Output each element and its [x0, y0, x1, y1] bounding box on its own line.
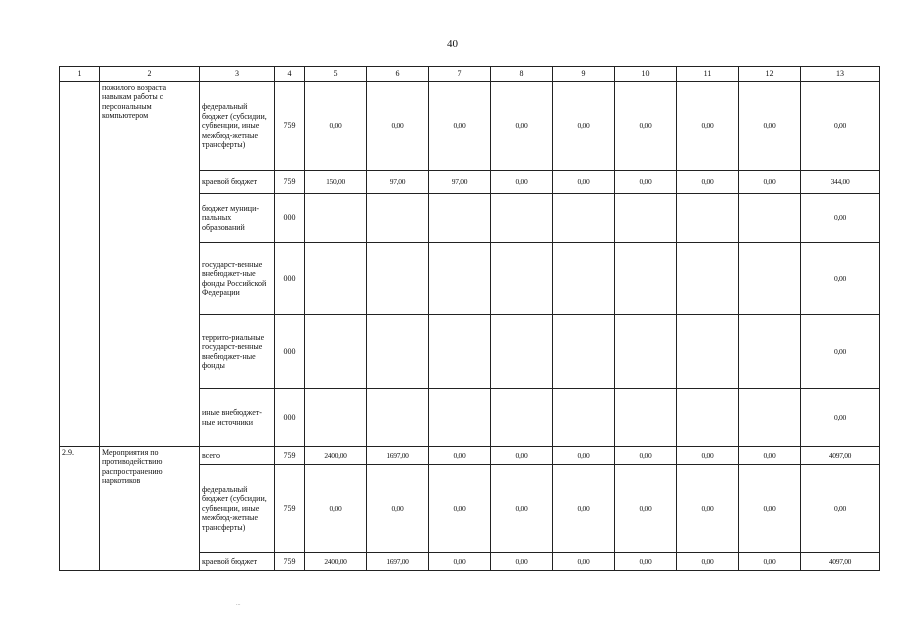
budget-code: 759 — [275, 465, 305, 553]
year-value — [553, 389, 615, 447]
year-value: 0,00 — [491, 465, 553, 553]
total-value: 0,00 — [801, 315, 880, 389]
funding-source: бюджет муници-пальных образований — [200, 194, 275, 243]
total-value: 4097,00 — [801, 553, 880, 571]
year-value: 0,00 — [739, 82, 801, 171]
budget-code: 759 — [275, 447, 305, 465]
column-header: 5 — [305, 67, 367, 82]
year-value: 0,00 — [429, 447, 491, 465]
year-value: 0,00 — [367, 465, 429, 553]
year-value — [677, 243, 739, 315]
funding-source: всего — [200, 447, 275, 465]
year-value — [429, 389, 491, 447]
funding-source: федеральный бюджет (субсидии, субвенции, иные межбюд-жетные трансферты) — [200, 465, 275, 553]
year-value: 97,00 — [429, 171, 491, 194]
measure-name: пожилого возраста навыкам работы с персональным компьютером — [100, 82, 200, 447]
year-value: 0,00 — [677, 82, 739, 171]
year-value — [429, 243, 491, 315]
page-number: 40 — [447, 38, 458, 50]
header-row — [60, 67, 880, 82]
year-value: 0,00 — [491, 171, 553, 194]
column-header: 13 — [801, 67, 880, 82]
total-value: 0,00 — [801, 389, 880, 447]
year-value — [615, 315, 677, 389]
year-value: 150,00 — [305, 171, 367, 194]
year-value — [553, 194, 615, 243]
year-value: 0,00 — [615, 553, 677, 571]
budget-code: 000 — [275, 194, 305, 243]
year-value — [739, 389, 801, 447]
year-value: 0,00 — [553, 447, 615, 465]
year-value: 0,00 — [429, 82, 491, 171]
column-header: 2 — [100, 67, 200, 82]
year-value: 0,00 — [429, 465, 491, 553]
column-header: 1 — [60, 67, 100, 82]
year-value — [491, 243, 553, 315]
funding-source: федеральный бюджет (субсидии, субвенции, иные межбюд-жетные трансферты) — [200, 82, 275, 171]
year-value: 0,00 — [553, 465, 615, 553]
budget-code: 759 — [275, 82, 305, 171]
year-value: 0,00 — [739, 171, 801, 194]
budget-code: 000 — [275, 243, 305, 315]
year-value: 0,00 — [553, 82, 615, 171]
year-value — [491, 389, 553, 447]
year-value: 0,00 — [615, 82, 677, 171]
year-value: 0,00 — [491, 82, 553, 171]
funding-source: террито-риальные государст-венные внебюджет-ные фонды — [200, 315, 275, 389]
year-value: 0,00 — [429, 553, 491, 571]
total-value: 0,00 — [801, 465, 880, 553]
year-value — [677, 315, 739, 389]
year-value — [367, 315, 429, 389]
total-value: 0,00 — [801, 82, 880, 171]
year-value — [739, 194, 801, 243]
year-value — [553, 243, 615, 315]
year-value — [367, 194, 429, 243]
year-value: 0,00 — [739, 447, 801, 465]
year-value: 0,00 — [553, 553, 615, 571]
year-value: 0,00 — [739, 553, 801, 571]
column-header: 8 — [491, 67, 553, 82]
year-value — [739, 243, 801, 315]
year-value — [553, 315, 615, 389]
year-value — [305, 243, 367, 315]
year-value — [615, 389, 677, 447]
total-value: 0,00 — [801, 194, 880, 243]
year-value — [677, 194, 739, 243]
column-header: 3 — [200, 67, 275, 82]
year-value — [677, 389, 739, 447]
year-value — [305, 194, 367, 243]
year-value: 0,00 — [553, 171, 615, 194]
year-value — [305, 389, 367, 447]
measure-name: Мероприятия по противодействию распространению наркотиков — [100, 447, 200, 571]
budget-table — [59, 66, 880, 571]
funding-source: государст-венные внебюджет-ные фонды Российской Федерации — [200, 243, 275, 315]
year-value — [429, 315, 491, 389]
year-value — [305, 315, 367, 389]
year-value — [367, 243, 429, 315]
column-header: 11 — [677, 67, 739, 82]
year-value: 0,00 — [305, 82, 367, 171]
table-row — [60, 447, 880, 465]
year-value: 2400,00 — [305, 447, 367, 465]
funding-source: краевой бюджет — [200, 553, 275, 571]
year-value: 0,00 — [305, 465, 367, 553]
budget-code: 000 — [275, 389, 305, 447]
year-value: 97,00 — [367, 171, 429, 194]
year-value: 2400,00 — [305, 553, 367, 571]
year-value: 0,00 — [491, 553, 553, 571]
year-value: 0,00 — [491, 447, 553, 465]
year-value — [429, 194, 491, 243]
year-value: 0,00 — [677, 553, 739, 571]
year-value: 1697,00 — [367, 447, 429, 465]
year-value: 0,00 — [615, 447, 677, 465]
year-value: 0,00 — [367, 82, 429, 171]
column-header: 6 — [367, 67, 429, 82]
year-value: 1697,00 — [367, 553, 429, 571]
year-value: 0,00 — [739, 465, 801, 553]
total-value: 0,00 — [801, 243, 880, 315]
year-value: 0,00 — [677, 465, 739, 553]
budget-code: 759 — [275, 553, 305, 571]
year-value — [491, 194, 553, 243]
total-value: 344,00 — [801, 171, 880, 194]
year-value: 0,00 — [677, 171, 739, 194]
year-value: 0,00 — [615, 465, 677, 553]
funding-source: иные внебюджет-ные источники — [200, 389, 275, 447]
year-value — [615, 194, 677, 243]
column-header: 7 — [429, 67, 491, 82]
funding-source: краевой бюджет — [200, 171, 275, 194]
year-value: 0,00 — [677, 447, 739, 465]
table-row — [60, 82, 880, 171]
item-number — [60, 82, 100, 447]
budget-code: 000 — [275, 315, 305, 389]
footer-mark: ... — [236, 601, 241, 607]
budget-code: 759 — [275, 171, 305, 194]
total-value: 4097,00 — [801, 447, 880, 465]
item-number: 2.9. — [60, 447, 100, 571]
year-value — [615, 243, 677, 315]
year-value — [367, 389, 429, 447]
year-value — [739, 315, 801, 389]
column-header: 4 — [275, 67, 305, 82]
column-header: 10 — [615, 67, 677, 82]
column-header: 9 — [553, 67, 615, 82]
year-value: 0,00 — [615, 171, 677, 194]
column-header: 12 — [739, 67, 801, 82]
year-value — [491, 315, 553, 389]
